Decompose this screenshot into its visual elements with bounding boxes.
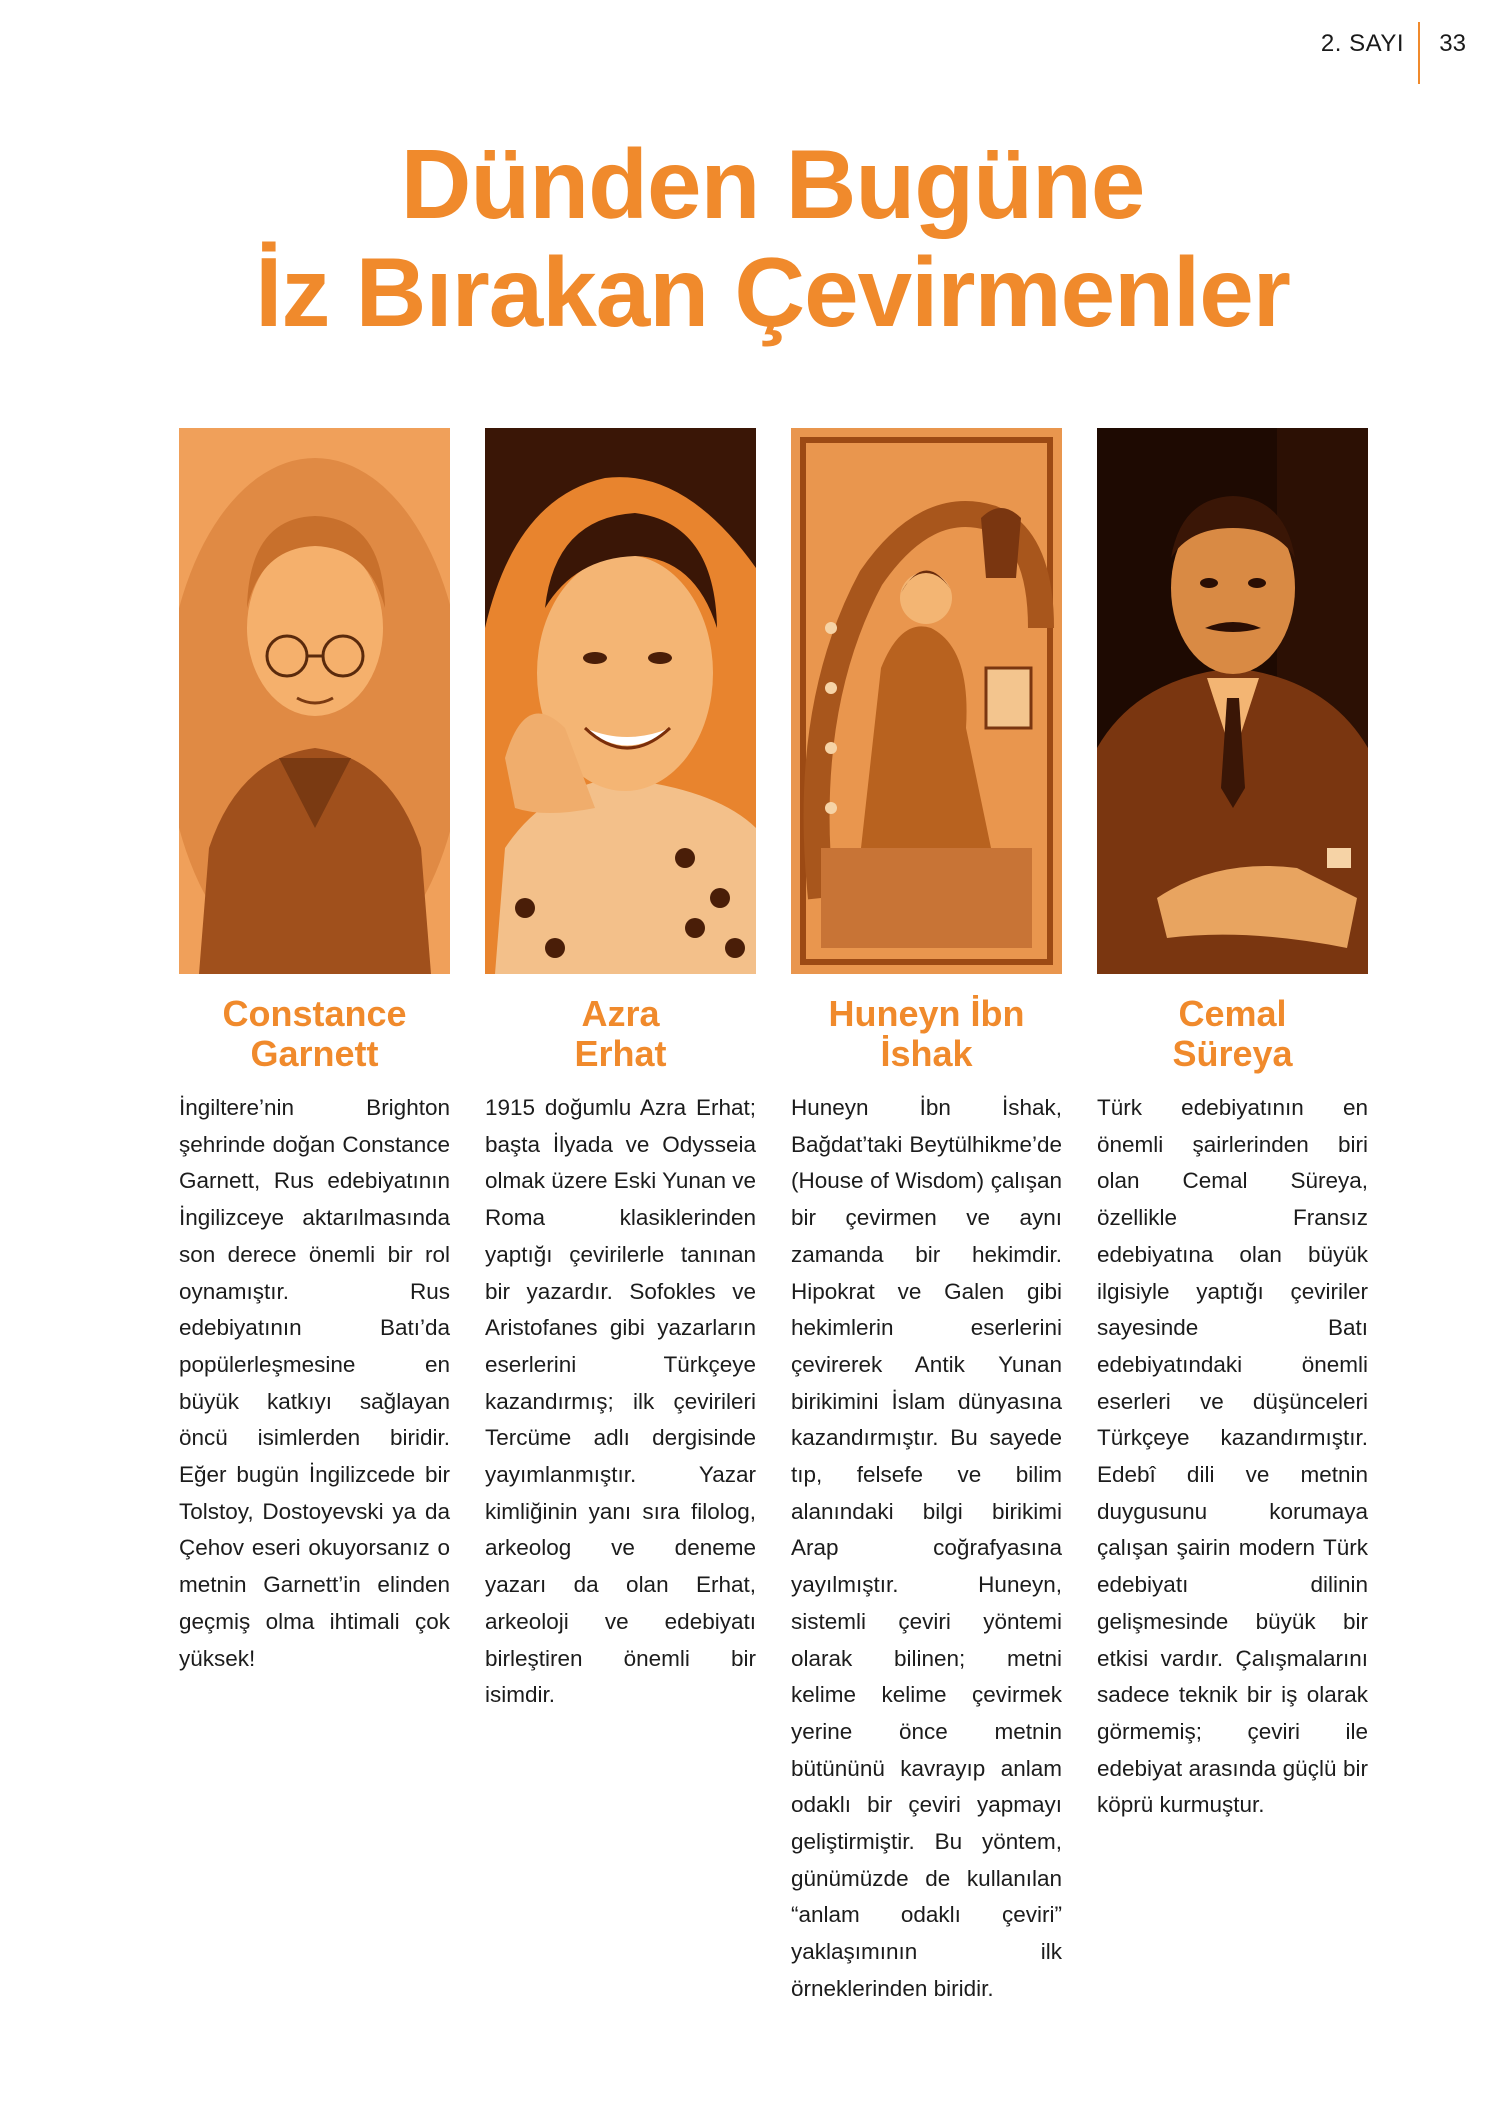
- translator-bio: İngiltere’nin Brighton şehrinde doğan Constance Garnett, Rus edebiyatının İngilizceye aktarılmasında son derece önemli bir rol oynamıştır. Rus edebiyatının Batı’da popülerleşmesine en büyük katkıyı sağlayan öncü isimlerden biridir. Eğer bugün İngilizcede bir Tolstoy, Dostoyevski ya da Çehov eseri okuyorsanız o metnin Garnett’in elinden geçmiş olma ihtimali çok yüksek!: [179, 1095, 450, 1671]
- translator-bio: 1915 doğumlu Azra Erhat; başta İlyada ve Odysseia olmak üzere Eski Yunan ve Roma klasiklerinden yaptığı çevirilerle tanınan bir yazardır. Sofokles ve Aristofanes gibi yazarların eserlerini Türkçeye kazandırmış; ilk çevirileri Tercüme adlı dergisinde yayımlanmıştır. Yazar kimliğinin yanı sıra filolog, arkeolog ve deneme yazarı da olan Erhat, arkeoloji ve edebiyatı birleştiren önemli bir isimdir.: [485, 1095, 756, 1708]
- portrait-image: [791, 428, 1062, 974]
- translator-name-line-1: Cemal: [1178, 993, 1287, 1034]
- translator-card-huneyn-ibn-ishak: [791, 428, 1062, 2008]
- translator-name: [485, 994, 756, 1074]
- translator-name: [1097, 994, 1368, 1074]
- woman-with-round-glasses-portrait: [179, 428, 450, 974]
- portrait-image: [179, 428, 450, 974]
- translator-name: [791, 994, 1062, 1074]
- translator-card-azra-erhat: [485, 428, 756, 1714]
- translator-name: [179, 994, 450, 1074]
- translator-name-line-1: Azra: [581, 993, 660, 1034]
- issue-label: 2. SAYI: [1320, 30, 1404, 57]
- page-title: [0, 130, 1500, 346]
- medieval-manuscript-illustration: [791, 428, 1062, 974]
- page-header: [1240, 22, 1500, 84]
- translator-name-line-1: Huneyn İbn: [828, 993, 1025, 1034]
- man-with-mustache-portrait: [1097, 428, 1368, 974]
- page-title-line-2: İz Bırakan Çevirmenler: [255, 237, 1290, 347]
- translator-bio: Huneyn İbn İshak, Bağdat’taki Beytülhikme’de (House of Wisdom) çalışan bir çevirmen ve aynı zamanda bir hekimdir. Hipokrat ve Galen gibi hekimlerin eserlerini çevirerek Antik Yunan birikimini İslam dünyasına kazandırmıştır. Bu sayede tıp, felsefe ve bilim alanındaki bilgi birikimi Arap coğrafyasına yayılmıştır. Huneyn, sistemli çeviri yöntemi olarak bilinen; metni kelime kelime çevirmek yerine önce metnin bütününü kavrayıp anlam odaklı bir çeviri yapmayı geliştirmiştir. Bu yöntem, günümüzde de kullanılan “anlam odaklı çeviri” yaklaşımının ilk örneklerinden biridir.: [791, 1095, 1062, 2001]
- translator-bio: Türk edebiyatının en önemli şairlerinden biri olan Cemal Süreya, özellikle Fransız edebiyatına olan büyük ilgisiyle yaptığı çeviriler sayesinde Batı edebiyatındaki önemli eserleri ve düşünceleri Türkçeye kazandırmıştır. Edebî dili ve metnin duygusunu korumaya çalışan şairin modern Türk edebiyatı dilinin gelişmesinde büyük bir etkisi vardır. Çalışmalarını sadece teknik bir iş olarak görmemiş; çeviri ile edebiyat arasında güçlü bir köprü kurmuştur.: [1097, 1095, 1368, 1818]
- translator-name-line-2: İshak: [880, 1033, 973, 1074]
- translator-card-constance-garnett: [179, 428, 450, 1677]
- translator-name-line-1: Constance: [222, 993, 407, 1034]
- translator-name-line-2: Süreya: [1172, 1033, 1293, 1074]
- portrait-image: [485, 428, 756, 974]
- page-title-line-1: Dünden Bugüne: [400, 129, 1145, 239]
- translator-name-line-2: Erhat: [574, 1033, 667, 1074]
- portrait-image: [1097, 428, 1368, 974]
- smiling-woman-portrait: [485, 428, 756, 974]
- translator-name-line-2: Garnett: [250, 1033, 379, 1074]
- translator-columns: [179, 428, 1369, 2028]
- header-divider: [1418, 22, 1420, 84]
- translator-card-cemal-sureya: [1097, 428, 1368, 1824]
- page-number: 33: [1439, 30, 1466, 57]
